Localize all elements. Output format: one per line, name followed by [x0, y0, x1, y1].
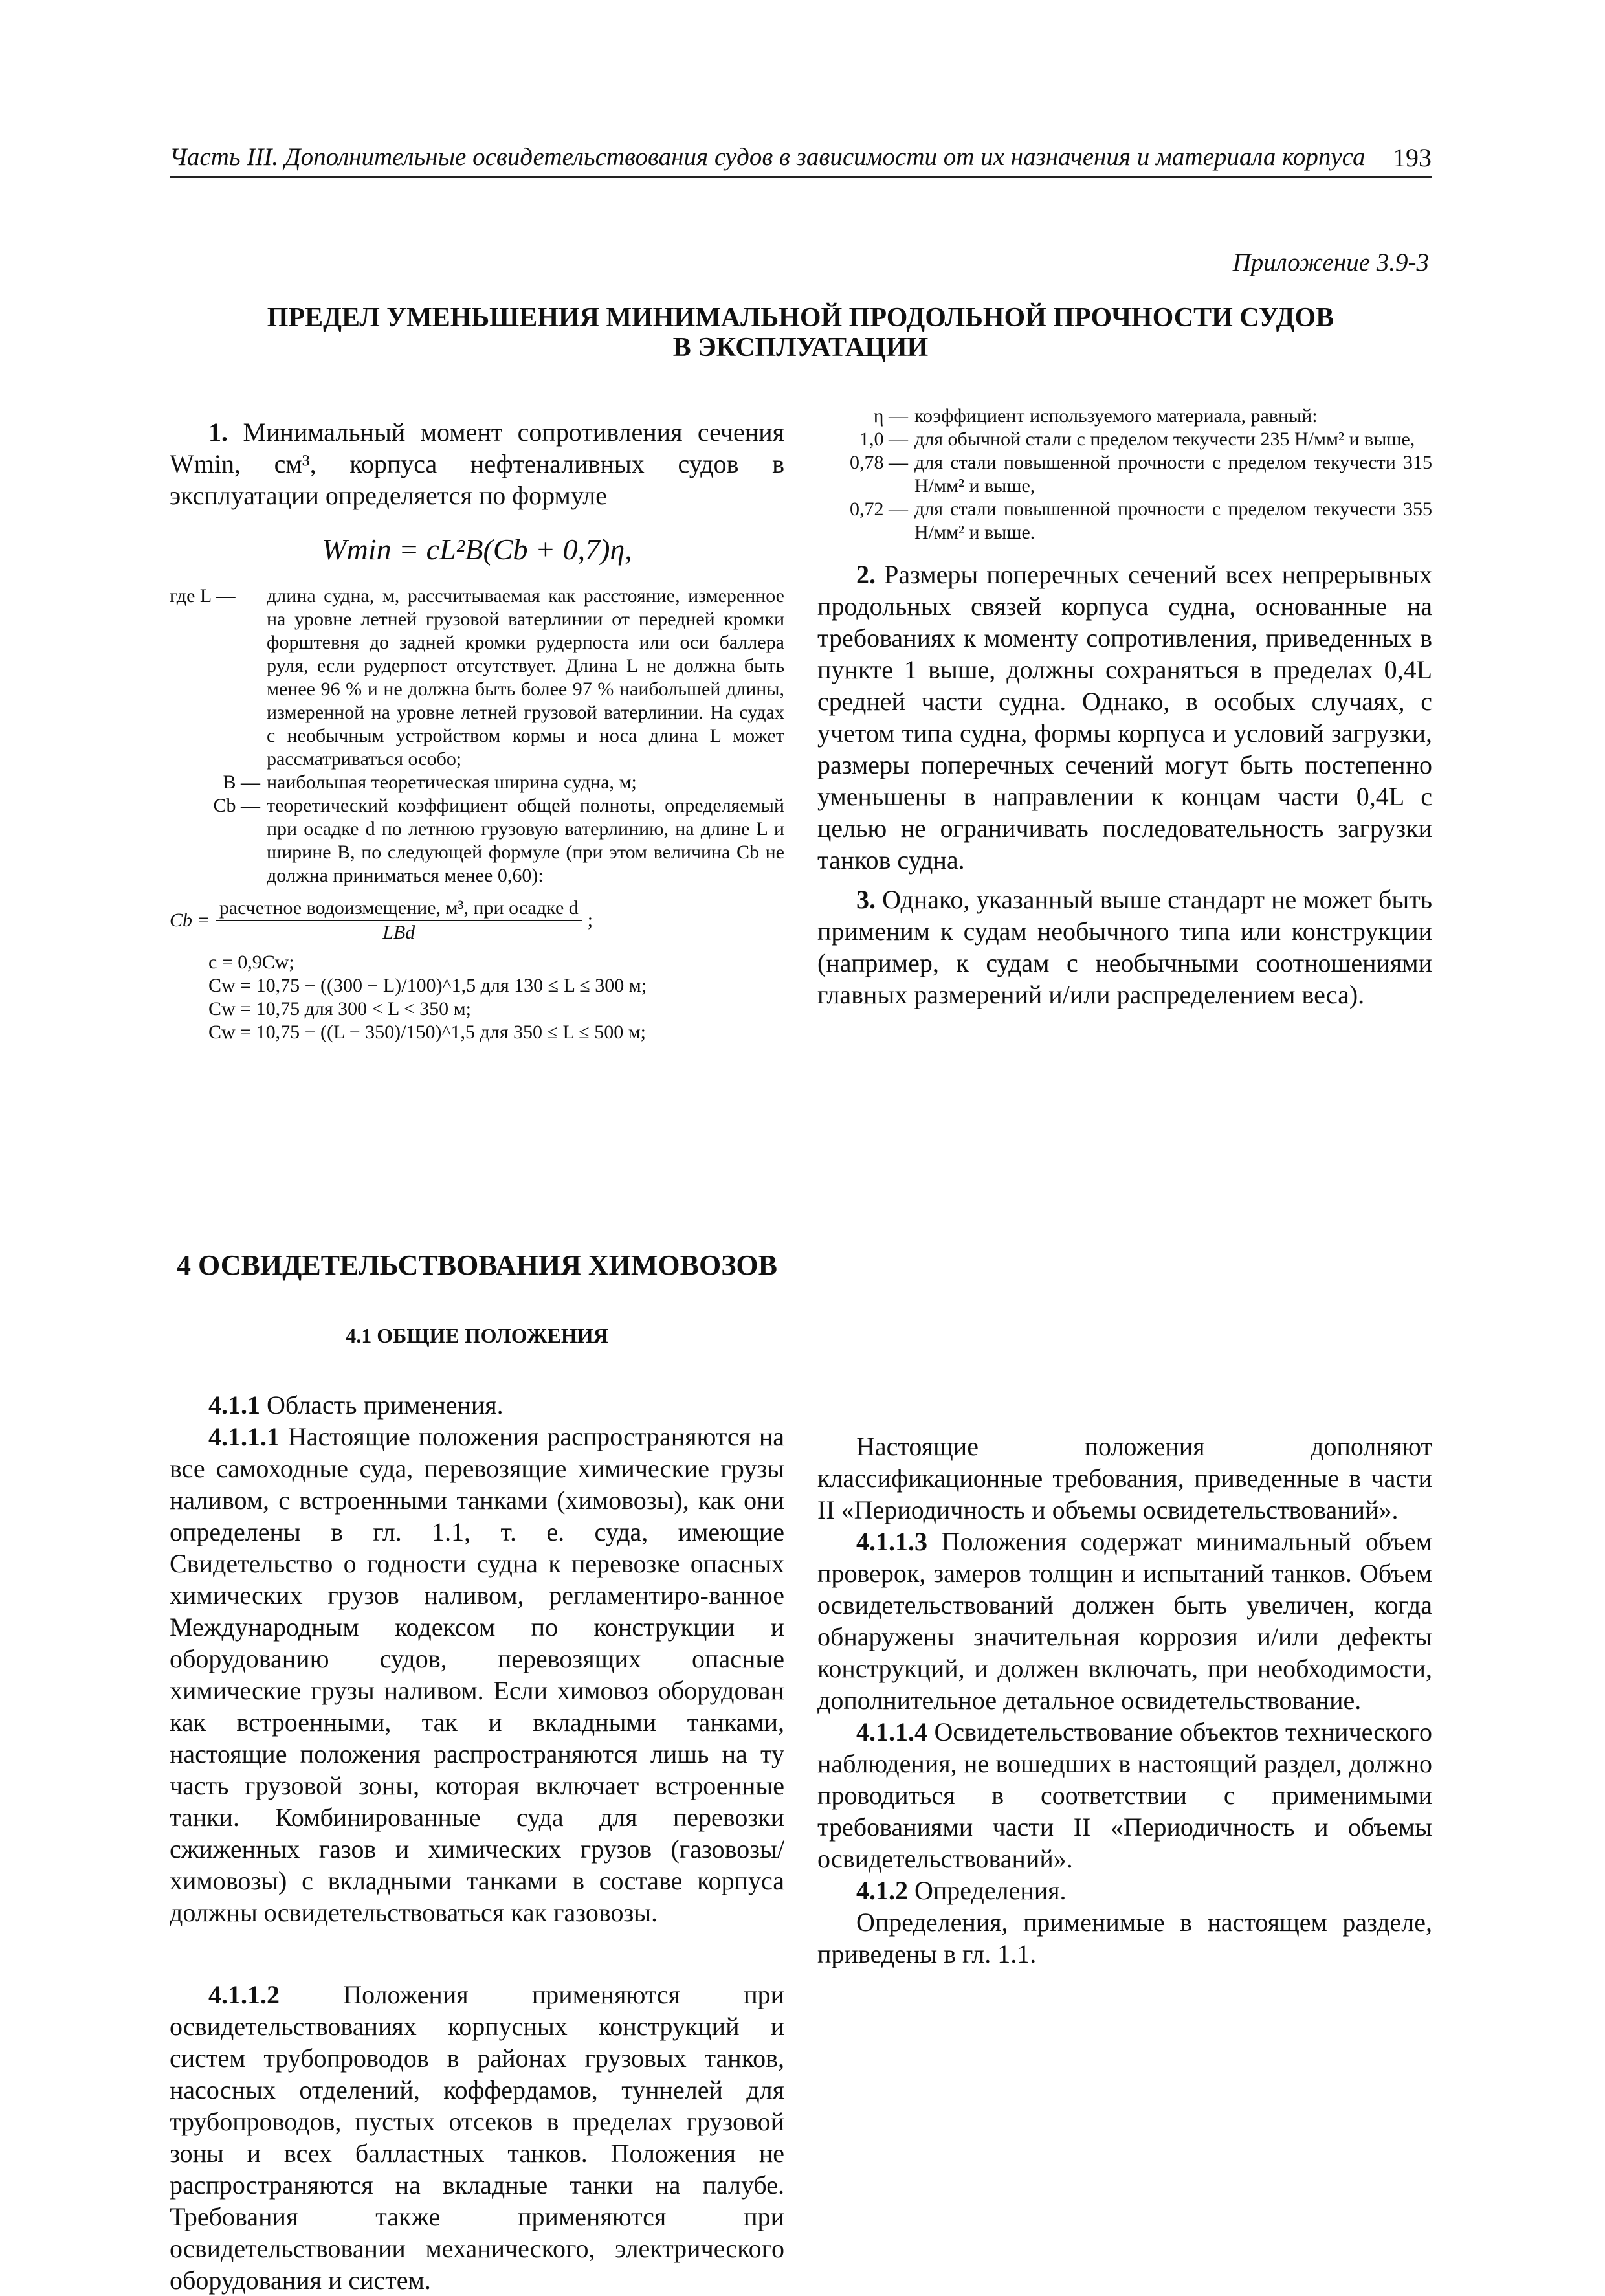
paragraph-number: 4.1.2: [856, 1876, 908, 1905]
formula-cw-3: Cw = 10,75 − ((L − 350)/150)^1,5 для 350 ≤ L ≤ 500 м;: [208, 1021, 647, 1043]
definition-term: 1,0 —: [859, 429, 908, 450]
definition-term: η —: [873, 405, 908, 427]
cb-fraction: [216, 897, 582, 944]
definition-text: для обычной стали с пределом текучести 235 Н/мм² и выше,: [914, 429, 1415, 450]
paragraph-number: 4.1.1.1: [208, 1422, 280, 1451]
definition-term: где L —: [170, 585, 236, 607]
paragraph-text: Положения содержат минимальный объем проверок, замеров толщин и испытаний танков. Объем освидетельствований должен быть увеличен, когда обнаружены значительная коррозия и/или дефекты конструкций, и должен включать, при необходимости, дополнительное детальное освидетельствование.: [817, 1527, 1432, 1715]
paragraph-text: Настоящие положения распространяются на все самоходные суда, перевозящие химические грузы наливом, с встроенными танками (химовозы), как они определены в гл. 1.1, т. е. суда, имеющие Свидетельство о годности судна к перевозке опасных химических грузов наливом, регламентиро-ванное Международным кодексом по конструкции и оборудованию судов, перевозящих опасные химические грузы наливом. Если химовоз оборудован как встроенными, так и вкладными танками, настоящие положения распространяются лишь на ту часть грузовой зоны, которая включает встроенные танки. Комбинированные суда для перевозки сжиженных газов и химических грузов (газовозы/химовозы) с вкладными танками в составе корпуса должны освидетельствоваться как газовозы.: [170, 1422, 784, 1927]
eta-definition: [817, 428, 1432, 451]
section4-left-column-bottom: [170, 1979, 784, 2296]
paragraph-number: 2.: [856, 560, 876, 589]
cb-formula-tail: ;: [587, 909, 593, 931]
paragraph-text: Определения.: [914, 1876, 1067, 1905]
page-number: 193: [1393, 143, 1432, 172]
paragraph-text: Однако, указанный выше стандарт не может быть применим к судам необычного типа или конструкции (например, к судам с необычными соотношениями главных размерений и/или распределением веса).: [817, 885, 1433, 1009]
paragraph-text: Размеры поперечных сечений всех непрерывных продольных связей корпуса судна, основанные на требованиях к моменту сопротивления, приведенных в пункте 1 выше, должны сохраняться в пределах 0,4L средней части судна. Однако, в особых случаях, с учетом типа судна, формы корпуса и условий загрузки, размеры поперечных сечений могут быть постепенно уменьшены в направлении к концам части 0,4L с целью не ограничивать последовательность загрузки танков судна.: [817, 560, 1432, 875]
paragraph-4-1-1: [170, 1389, 784, 1421]
formula-c: c = 0,9Cw;: [208, 952, 294, 973]
running-header: [170, 137, 1432, 178]
section4-right-column: [817, 1431, 1432, 1970]
cb-formula-lhs: Cb =: [170, 909, 210, 931]
header-title: Часть III. Дополнительные освидетельствования судов в зависимости от их назначения и материала корпуса: [170, 143, 1366, 171]
definition-text: для стали повышенной прочности с пределом текучести 355 Н/мм² и выше.: [914, 498, 1432, 543]
appendix-title: [170, 303, 1432, 362]
cb-denominator: LBd: [382, 922, 415, 943]
appendix-label: Приложение 3.9-3: [1232, 249, 1429, 276]
definition-term: B —: [223, 772, 260, 793]
paragraph-text: Область применения.: [267, 1390, 504, 1420]
paragraph-text: Настоящие положения дополняют классификационные требования, приведенные в части II «Периодичность и объемы освидетельствований».: [817, 1432, 1432, 1524]
paragraph-definitions: [817, 1906, 1432, 1970]
paragraph-text: Минимальный момент сопротивления сечения Wmin, см³, корпуса нефтеналивных судов в эксплуатации определяется по формуле: [170, 418, 784, 510]
paragraph-number: 4.1.1: [208, 1390, 260, 1420]
definition-text: для стали повышенной прочности с пределом текучести 315 Н/мм² и выше,: [914, 452, 1432, 496]
paragraph-number: 4.1.1.3: [856, 1527, 927, 1556]
wmin-formula: Wmin = cL²B(Cb + 0,7)η,: [322, 533, 632, 566]
formula-cw-1: Cw = 10,75 − ((300 − L)/100)^1,5 для 130 ≤ L ≤ 300 м;: [208, 975, 647, 996]
appendix-paragraph-1: [170, 416, 784, 511]
appendix-title-line1: ПРЕДЕЛ УМЕНЬШЕНИЯ МИНИМАЛЬНОЙ ПРОДОЛЬНОЙ ПРОЧНОСТИ СУДОВ: [267, 303, 1334, 333]
definition-l: [170, 585, 784, 771]
definition-text: длина судна, м, рассчитываемая как расстояние, измеренное на уровне летней грузовой ватерлинии от передней кромки форштевня до задней кромки рудерпоста или оси баллера руля, если рудерпост отсутствует. Длина L не должна быть менее 96 % и не должна быть более 97 % наибольшей длины, измеренной на уровне летней грузовой ватерлинии. На судах с необычным устройством кормы и носа длина L может рассматриваться особо;: [267, 585, 784, 770]
eta-definition: [817, 405, 1432, 428]
appendix-title-line2: В ЭКСПЛУАТАЦИИ: [672, 333, 929, 362]
definition-cb: [170, 794, 784, 887]
appendix-paragraph-2: [817, 559, 1432, 876]
cb-numerator: расчетное водоизмещение, м³, при осадке d: [216, 897, 582, 921]
paragraph-number: 4.1.1.2: [208, 1980, 280, 2009]
paragraph-text: Положения применяются при освидетельствованиях корпусных конструкций и систем трубопроводов в районах грузовых танков, насосных отделений, коффердамов, туннелей для трубопроводов, пустых отсеков в пределах грузовой зоны и всех балластных танков. Положения не распространяются на вкладные танки на палубе. Требования также применяются при освидетельствовании механического, электрического оборудования и систем.: [170, 1980, 785, 2295]
paragraph-4-1-1-3: [817, 1526, 1432, 1716]
definition-text: наибольшая теоретическая ширина судна, м;: [267, 772, 637, 793]
definition-text: теоретический коэффициент общей полноты, определяемый при осадке d по летнюю грузовую ватерлинию, на длине L и ширине B, по следующей формуле (при этом величина Cb не должна приниматься менее 0,60):: [267, 795, 784, 886]
definition-text: коэффициент используемого материала, равный:: [914, 405, 1318, 427]
definition-term: 0,78 —: [850, 452, 908, 473]
paragraph-4-1-1-2: [170, 1979, 784, 2296]
paragraph-text: Освидетельствование объектов технического наблюдения, не вошедших в настоящий раздел, должно проводиться в соответствии с применимыми требованиями части II «Периодичность и объемы освидетельствований».: [817, 1717, 1432, 1873]
formula-cw-2: Cw = 10,75 для 300 < L < 350 м;: [208, 998, 471, 1020]
definition-term: 0,72 —: [850, 498, 908, 520]
cb-formula: [170, 897, 784, 944]
appendix-right-column: [817, 405, 1432, 1010]
paragraph-4-1-1-4: [817, 1716, 1432, 1875]
eta-definition: [817, 451, 1432, 498]
paragraph-number: 4.1.1.4: [856, 1717, 927, 1746]
paragraph-additional: [817, 1431, 1432, 1526]
subsection-heading: 4.1 ОБЩИЕ ПОЛОЖЕНИЯ: [346, 1324, 608, 1347]
paragraph-number: 1.: [208, 418, 228, 447]
paragraph-4-1-2: [817, 1875, 1432, 1906]
eta-definitions: [817, 405, 1432, 544]
definitions-list: [170, 585, 784, 1044]
paragraph-number: 3.: [856, 885, 876, 914]
paragraph-4-1-1-1: [170, 1421, 784, 1928]
eta-definition: [817, 498, 1432, 544]
section4-left-column: [170, 1249, 784, 1928]
appendix-paragraph-3: [817, 884, 1432, 1010]
section-heading: 4 ОСВИДЕТЕЛЬСТВОВАНИЯ ХИМОВОЗОВ: [176, 1249, 778, 1281]
paragraph-text: Определения, применимые в настоящем разделе, приведены в гл. 1.1.: [817, 1908, 1432, 1968]
appendix-left-column: [170, 416, 784, 1044]
definition-b: [170, 771, 784, 794]
definition-term: Cb —: [213, 795, 260, 816]
